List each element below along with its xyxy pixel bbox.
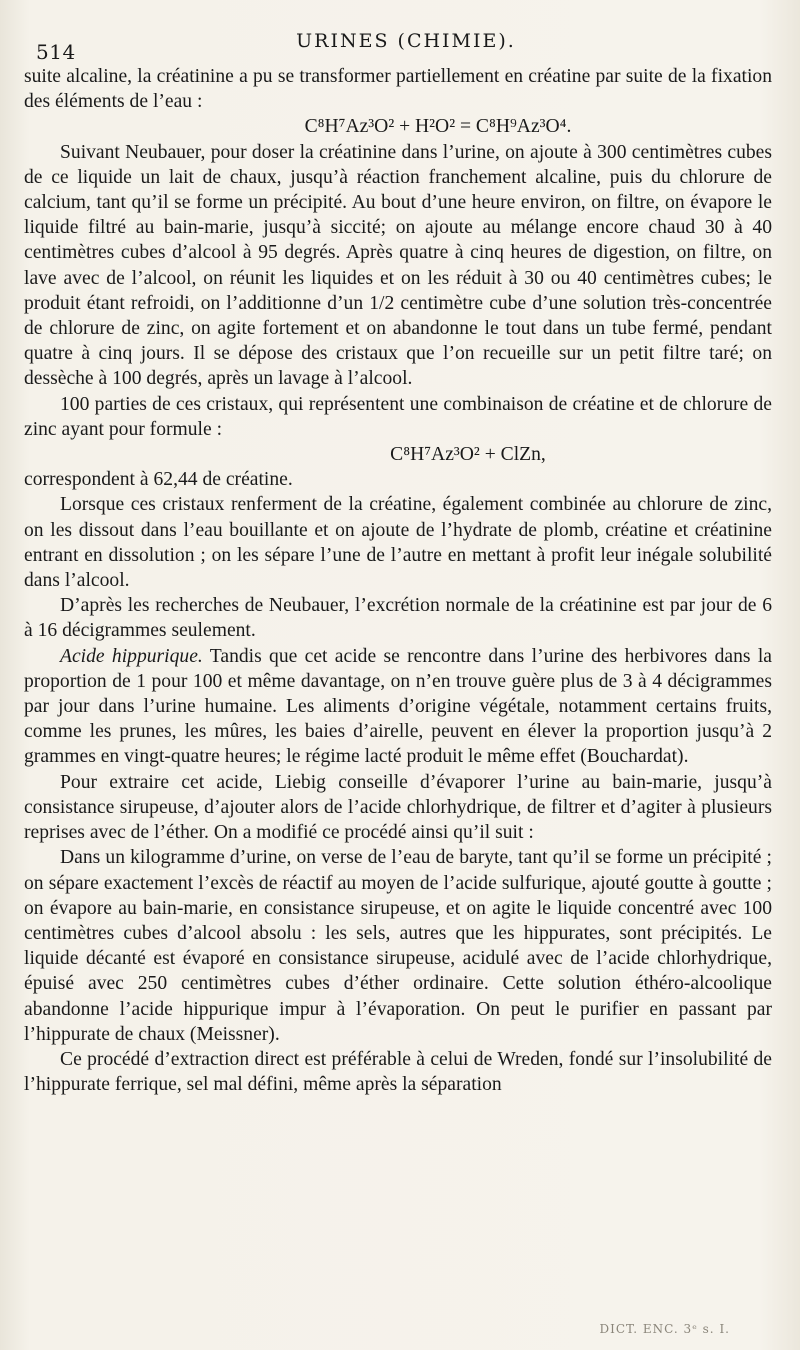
paragraph-10: Ce procédé d’extraction direct est préférable à celui de Wreden, fondé sur l’insolubilité de l’hippurate ferrique, sel mal défini, même après la séparation bbox=[24, 1048, 772, 1096]
formula-creatine-conversion: C⁸H⁷Az³O² + H²O² = C⁸H⁹Az³O⁴. bbox=[304, 116, 572, 138]
paragraph-4: correspondent à 62,44 de créatine. bbox=[24, 469, 293, 491]
paragraph-1: suite alcaline, la créatinine a pu se transformer partiellement en créatine par suite de la fixation des éléments de l’eau : bbox=[24, 66, 772, 113]
paragraph-7-text: Tandis que cet acide se rencontre dans l’urine des herbivores dans la proportion de 1 pour 100 et même davantage, on n’en trouve guère plus de 3 à 4 décigrammes par jour dans l’urine humaine. Les aliments d’origine végétale, notamment certains fruits, comme les prunes, les mûres, les baies d’airelle, peuvent en élever la proportion jusqu’à 2 grammes en vingt-quatre heures; le régime lacté produit le même effet (Bouchardat). bbox=[24, 645, 772, 768]
paragraph-2: Suivant Neubauer, pour doser la créatinine dans l’urine, on ajoute à 300 centimètres cubes de ce liquide un lait de chaux, jusqu’à réaction franchement alcaline, puis du chlorure de calcium, tant qu’il se forme un précipité. Au bout d’une heure environ, on filtre, on évapore le liquide filtré au bain-marie, jusqu’à siccité; on ajoute au mélange encore chaud 30 à 40 centimètres cubes d’alcool à 95 degrés. Après quatre à cinq heures de digestion, on filtre, on lave avec de l’alcool, on réunit les liquides et on les réduit à 30 ou 40 centimètres cubes; le produit étant refroidi, on l’additionne d’un 1/2 centimètre cube d’une solution très-concentrée de chlorure de zinc, on agite fortement et on abandonne le tout dans un tube fermé, pendant quatre à cinq jours. Il se dépose des cristaux que l’on recueille sur un petit filtre taré; on dessèche à 100 degrés, après un lavage à l’alcool. bbox=[24, 141, 772, 390]
paragraph-6: D’après les recherches de Neubauer, l’excrétion normale de la créatinine est par jour de 6 à 16 décigrammes seulement. bbox=[24, 595, 772, 642]
running-title: URINES (CHIMIE). bbox=[296, 30, 516, 52]
formula-zinc-chloride-compound: C⁸H⁷Az³O² + ClZn, bbox=[390, 444, 546, 466]
page-body bbox=[24, 64, 772, 1097]
running-head bbox=[36, 30, 776, 64]
section-heading-hippuric-acid: Acide hippurique. bbox=[60, 645, 203, 667]
page-number: 514 bbox=[36, 40, 76, 64]
printer-signature: DICT. ENC. 3ᵉ s. I. bbox=[599, 1322, 730, 1336]
paragraph-9: Dans un kilogramme d’urine, on verse de l’eau de baryte, tant qu’il se forme un précipité ; on sépare exactement l’excès de réactif au moyen de l’acide sulfurique, ajouté goutte à goutte ; on évapore au bain-marie, en consistance sirupeuse, et on agite le liquide concentré avec 100 centimètres cubes d’alcool absolu : les sels, autres que les hippurates, sont précipités. Le liquide décanté est évaporé en consistance sirupeuse, acidulé avec de l’acide chlorhydrique, épuisé avec 250 centimètres cubes d’éther ordinaire. Cette solution éthéro-alcoolique abandonne l’acide hippurique impur à l’évaporation. On peut le purifier en passant par l’hippurate de chaux (Meissner). bbox=[24, 847, 772, 1045]
paragraph-7 bbox=[24, 644, 772, 770]
paragraph-5: Lorsque ces cristaux renferment de la créatine, également combinée au chlorure de zinc, on les dissout dans l’eau bouillante et on ajoute de l’hydrate de plomb, créatine et créatinine entrant en dissolution ; on les sépare l’une de l’autre en mettant à profit leur inégale solubilité dans l’alcool. bbox=[24, 494, 772, 592]
paragraph-3: 100 parties de ces cristaux, qui représentent une combinaison de créatine et de chlorure de zinc ayant pour formule : bbox=[24, 393, 772, 440]
paragraph-8: Pour extraire cet acide, Liebig conseille d’évaporer l’urine au bain-marie, jusqu’à consistance sirupeuse, d’ajouter alors de l’acide chlorhydrique, de filtrer et d’agiter à plusieurs reprises avec de l’éther. On a modifié ce procédé ainsi qu’il suit : bbox=[24, 771, 772, 844]
